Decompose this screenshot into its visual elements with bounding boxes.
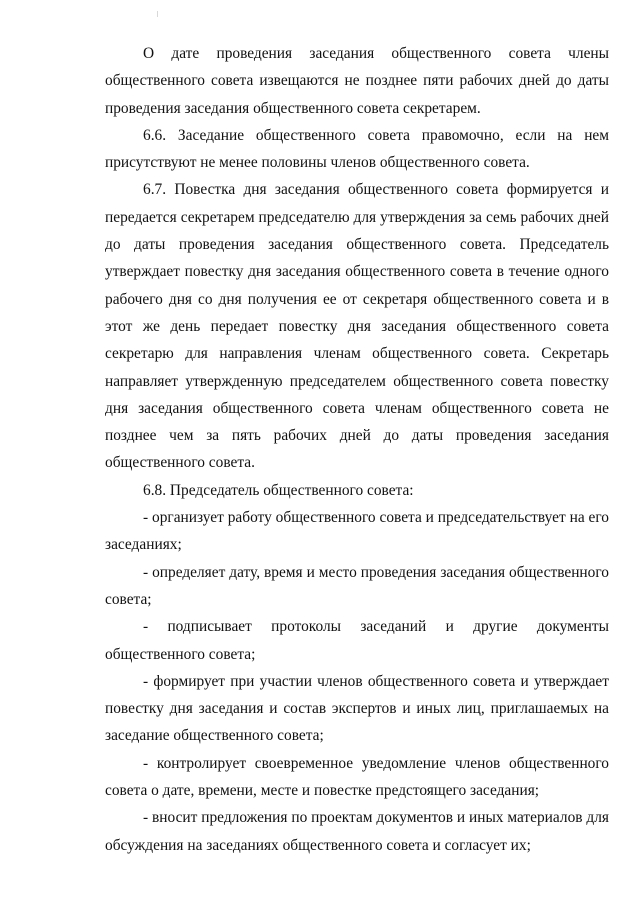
list-item-signs-protocols: - подписывает протоколы заседаний и другие документы общественного совета;	[105, 618, 609, 663]
list-item-controls-notification: - контролирует своевременное уведомление членов общественного совета о дате, времени, месте и повестке предстоящего заседания;	[105, 754, 609, 800]
list-item-submits-proposals: - вносит предложения по проектам документов и иных материалов для обсуждения на заседаниях общественного совета и согласует их;	[105, 809, 609, 854]
list-item-organizes-work: - организует работу общественного совета и председательствует на его заседаниях;	[105, 509, 609, 554]
paragraph-6-6-quorum: 6.6. Заседание общественного совета правомочно, если на нем присутствуют не менее половины членов общественного совета.	[105, 126, 609, 172]
list-item-sets-date: - определяет дату, время и место проведения заседания общественного совета;	[105, 563, 609, 608]
list-item-forms-agenda: - формирует при участии членов общественного совета и утверждает повестку дня заседания и состав экспертов и иных лиц, приглашаемых на заседание общественного совета;	[105, 672, 609, 745]
scan-mark	[157, 11, 158, 17]
paragraph-meeting-notice: О дате проведения заседания общественного совета члены общественного совета извещаются не позднее пяти рабочих дней до даты проведения заседания общественного совета секретарем.	[105, 45, 609, 117]
paragraph-6-7-agenda: 6.7. Повестка дня заседания общественного совета формируется и передается секретарем председателю для утверждения за семь рабочих дней до даты проведения заседания общественного совета. Председатель утверждает повестку дня заседания общественного совета в течение одного рабочего дня со дня получения ее от секретаря общественного совета и в этот же день передает повестку дня заседания общественного совета секретарю для направления членам общественного совета. Секретарь направляет утвержденную председателем общественного совета повестку дня заседания общественного совета членам общественного совета не позднее чем за пять рабочих дней до даты проведения заседания общественного совета.	[105, 181, 609, 472]
paragraph-6-8-chairman: 6.8. Председатель общественного совета:	[143, 481, 414, 499]
